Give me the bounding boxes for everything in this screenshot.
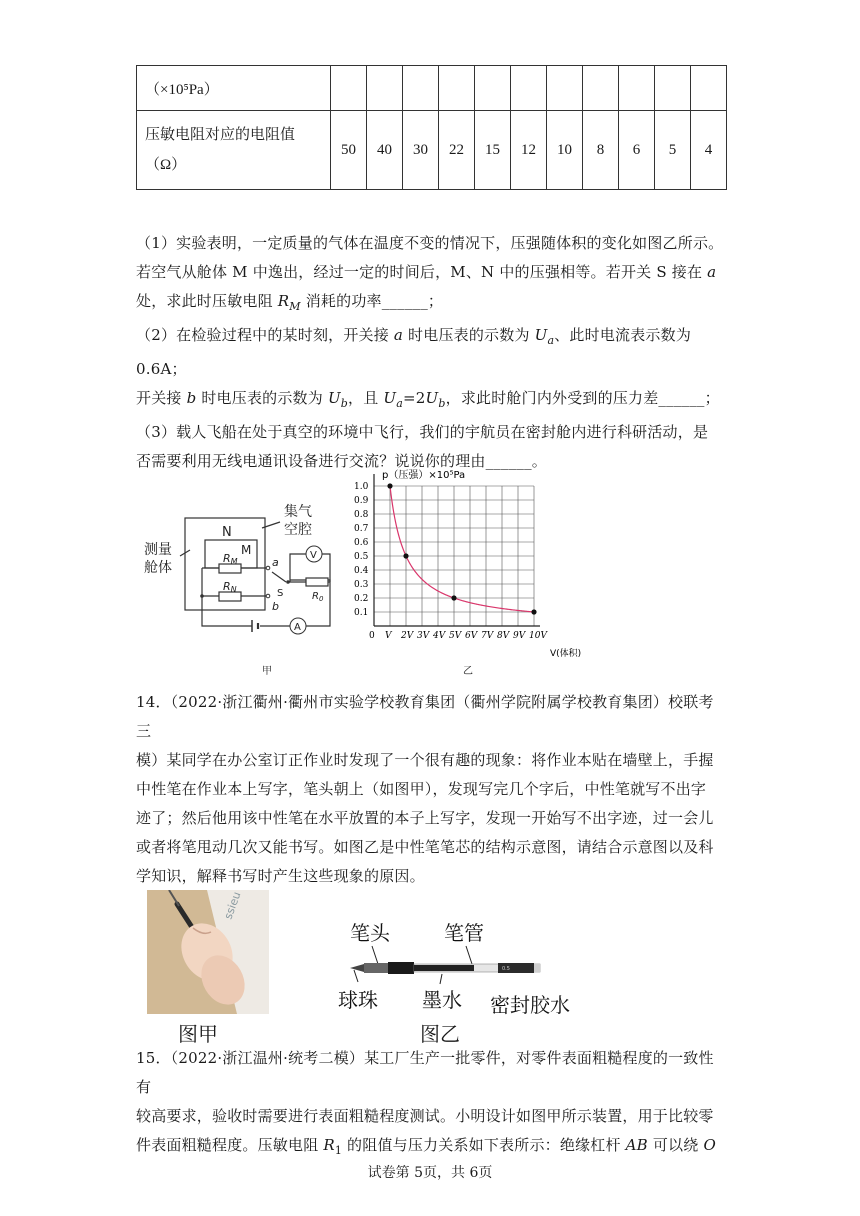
q13-part2-line1 [136, 321, 726, 384]
x-tick-label: 4V [433, 631, 446, 641]
table-cell [619, 66, 655, 111]
label-pen-tip: 笔头 [350, 921, 390, 945]
data-point [531, 609, 536, 614]
table-cell: 8 [583, 111, 619, 190]
sub: b [438, 397, 446, 410]
q14-line4: 迹了；然后他用该中性笔在水平放置的本子上写字，发现一开始写不出字迹，过一会儿 [136, 809, 714, 827]
var: b [186, 389, 197, 407]
table-cell [403, 66, 439, 111]
label-pen-tube: 笔管 [444, 921, 484, 945]
sub: 1 [334, 1144, 343, 1157]
table-cell: 5 [655, 111, 691, 190]
table-cell [367, 66, 403, 111]
label-N: N [222, 525, 232, 540]
x-tick-label: 9V [513, 631, 526, 641]
table-cell [655, 66, 691, 111]
series-line [390, 486, 534, 612]
sub: b [340, 397, 349, 410]
q13-part2-line2 [136, 384, 726, 418]
fig-caption-pen-yi: 图乙 [420, 1022, 460, 1046]
label-b: b [272, 600, 279, 613]
label-seal: 密封胶水 [490, 993, 570, 1017]
sub: M [289, 300, 301, 313]
table-cell: 22 [439, 111, 475, 190]
chart-grid [374, 486, 534, 626]
text: 可以绕 [647, 1136, 704, 1154]
data-point [403, 553, 408, 558]
table-cell [331, 66, 367, 111]
table-cell [691, 66, 727, 111]
table-cell [511, 66, 547, 111]
x-tick-label: 10V [529, 631, 547, 641]
table-cell: 50 [331, 111, 367, 190]
label-cavity-2: 空腔 [284, 522, 312, 538]
q13-part1-line3 [136, 287, 726, 321]
y-tick-label: 0.4 [354, 566, 369, 576]
text: 时电压表的示数为 [196, 389, 328, 407]
table-cell: 6 [619, 111, 655, 190]
text: 处，求此时压敏电阻 [136, 292, 278, 310]
text: 、此时电流表示数为 0.6A； [136, 326, 692, 378]
ball-tip [350, 964, 364, 972]
label-V: V [310, 550, 317, 561]
q15-line2: 较高要求，验收时需要进行表面粗糙程度测试。小明设计如图甲所示装置，用于比较零 [136, 1107, 714, 1125]
table-cell: 40 [367, 111, 403, 190]
text: 若空气从舱体 M 中逸出，经过一定的时间后，M、N 中的压强相等。若开关 S 接在 [136, 263, 708, 281]
text: =2 [403, 389, 426, 407]
y-tick-label: 1.0 [354, 482, 369, 492]
var-R: R [277, 292, 290, 310]
resistance-label: 压敏电阻对应的电阻值 [145, 127, 296, 143]
chart-ylabel: p（压强）×10⁵Pa [382, 470, 466, 481]
q14-line6: 学知识，解释书写时产生这些现象的原因。 [136, 867, 425, 885]
hand-writing-photo [147, 890, 269, 1014]
label-cavity-1: 集气 [284, 504, 312, 520]
var: U [383, 389, 397, 407]
x-tick-label: 5V [449, 631, 462, 641]
table-cell: 10 [547, 111, 583, 190]
label-A: A [294, 622, 301, 633]
text: ，求此时舱门内外受到的压力差______； [445, 389, 720, 407]
label-RN: RN [223, 580, 237, 594]
q13-part1-line2 [136, 258, 726, 287]
fig-caption-yi: 乙 [463, 666, 473, 677]
q14-line5: 或者将笔甩动几次又能书写。如图乙是中性笔笔芯的结构示意图，请结合示意图以及科 [136, 838, 714, 856]
table-cell: 30 [403, 111, 439, 190]
text: 的阻值与压力关系如下表所示：绝缘杠杆 [342, 1136, 626, 1154]
table-row [137, 66, 727, 111]
table-cell [547, 66, 583, 111]
chart-ticks [354, 482, 548, 641]
fig-caption-jia: 甲 [262, 666, 272, 677]
chart-axes [374, 474, 540, 626]
text: （2）在检验过程中的某时刻，开关接 [136, 326, 394, 344]
y-tick-label: 0.8 [354, 510, 369, 520]
text: 消耗的功率______； [300, 292, 444, 310]
pv-chart [352, 466, 592, 666]
var: O [703, 1136, 716, 1154]
label-R0: $R_0$ [312, 591, 324, 603]
q13-part3-line2: 否需要利用无线电通讯设备进行交流？说说你的理由______。 [136, 452, 548, 470]
svg-text:ssieu: ssieu [221, 890, 244, 922]
var: a [393, 326, 404, 344]
q14 [136, 688, 726, 891]
label-ball: 球珠 [338, 988, 378, 1012]
var: U [425, 389, 439, 407]
x-tick-label: 2V [401, 631, 414, 641]
y-tick-label: 0.2 [354, 594, 369, 604]
y-tick-label: 0.9 [354, 496, 369, 506]
label-chamber-2: 舱体 [144, 560, 172, 576]
text: 开关接 [136, 389, 187, 407]
chart-xlabel: V(体积) [550, 649, 582, 659]
q14-line3: 中性笔在作业本上写字，笔头朝上（如图甲），发现写完几个字后，中性笔就写不出字 [136, 780, 707, 798]
x-tick-label: 7V [481, 631, 494, 641]
var: U [327, 389, 341, 407]
y-tick-label: 0.5 [354, 552, 369, 562]
label-S: S [277, 588, 284, 599]
page-footer: 试卷第 5页，共 6页 [367, 1165, 493, 1181]
label-M: M [241, 543, 252, 557]
label-ink: 墨水 [422, 988, 462, 1012]
q14-line1: 14．（2022·浙江衢州·衢州市实验学校教育集团（衢州学院附属学校教育集团）校联考三 [136, 693, 714, 740]
label-a: a [272, 556, 279, 569]
table-row [137, 111, 727, 190]
var: U [534, 326, 548, 344]
pressure-resistance-table [136, 65, 727, 190]
x-tick-label: 6V [465, 631, 478, 641]
data-point [387, 483, 392, 488]
x-tick-label: V [385, 631, 392, 641]
q13-subquestions [136, 229, 726, 476]
table-cell-label: （×10⁵Pa） [137, 66, 331, 111]
resistance-unit: （Ω） [145, 157, 187, 173]
table-cell [439, 66, 475, 111]
var-a: a [707, 263, 717, 281]
y-tick-label: 0.3 [354, 580, 369, 590]
q14-line2: 模）某同学在办公室订正作业时发现了一个很有趣的现象：将作业本贴在墙壁上，手握 [136, 751, 714, 769]
y-tick-label: 0.1 [354, 608, 369, 618]
q15-line1: 15．（2022·浙江温州·统考二模）某工厂生产一批零件，对零件表面粗糙程度的一致性有 [136, 1049, 714, 1096]
y-tick-label: 0.7 [354, 524, 369, 534]
q15-line3 [136, 1131, 726, 1165]
table-cell: 4 [691, 111, 727, 190]
text: ，且 [348, 389, 384, 407]
label-chamber-1: 测量 [144, 542, 172, 558]
table-cell [583, 66, 619, 111]
data-point [451, 595, 456, 600]
fig-caption-pen-jia: 图甲 [178, 1022, 218, 1046]
sub: a [547, 334, 555, 347]
svg-text:0.5: 0.5 [502, 966, 510, 972]
q13-part1-line1: （1）实验表明，一定质量的气体在温度不变的情况下，压强随体积的变化如图乙所示。 [136, 234, 724, 252]
table-cell [475, 66, 511, 111]
label-RM: RM [223, 552, 238, 566]
x-tick-label: 0 [369, 631, 375, 641]
text: 件表面粗糙程度。压敏电阻 [136, 1136, 324, 1154]
table-cell-label [137, 111, 331, 190]
q15 [136, 1044, 726, 1165]
var: R [323, 1136, 335, 1154]
text: 时电压表的示数为 [403, 326, 535, 344]
q13-part3-line1: （3）载人飞船在处于真空的环境中飞行，我们的宇航员在密封舱内进行科研活动，是 [136, 423, 709, 441]
var: AB [625, 1136, 648, 1154]
chart-points [387, 483, 536, 614]
table-cell: 15 [475, 111, 511, 190]
sub: a [396, 397, 404, 410]
table-cell: 12 [511, 111, 547, 190]
pen-refill-diagram [330, 912, 590, 1022]
circuit-diagram [140, 498, 350, 638]
x-tick-label: 8V [497, 631, 510, 641]
y-tick-label: 0.6 [354, 538, 369, 548]
x-tick-label: 3V [417, 631, 430, 641]
